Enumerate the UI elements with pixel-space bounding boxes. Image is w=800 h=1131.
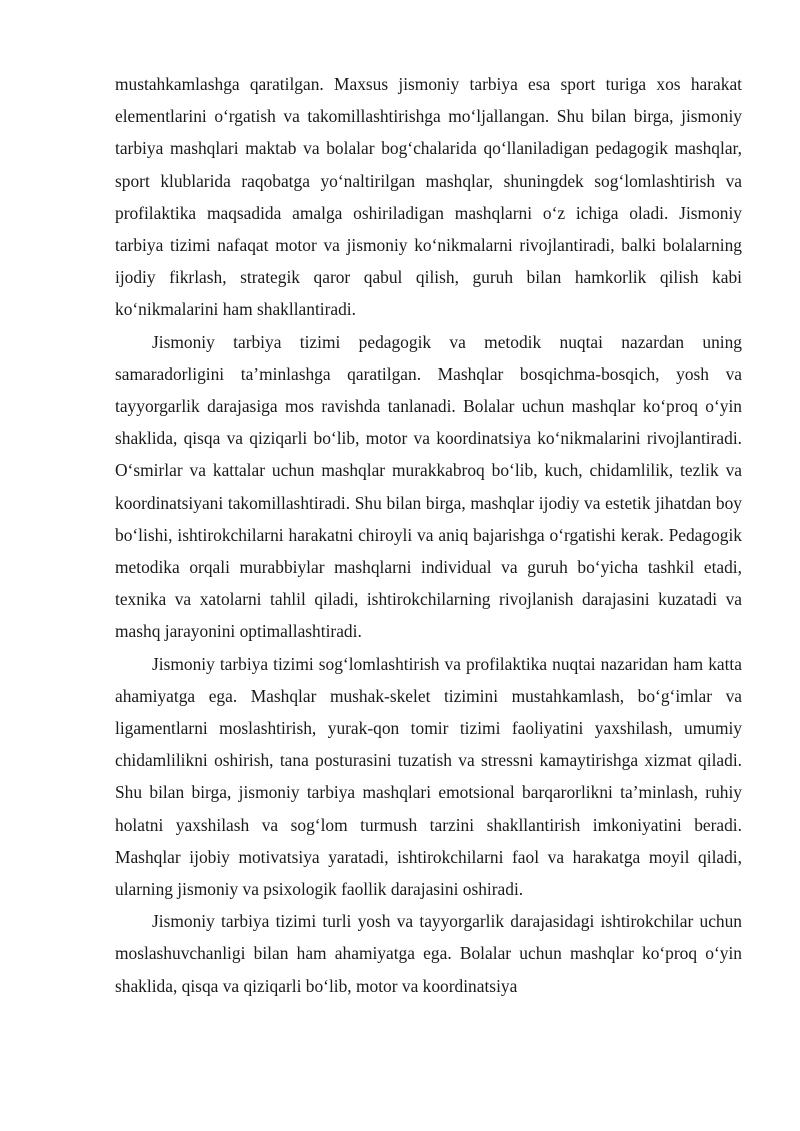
paragraph-3: Jismoniy tarbiya tizimi sog‘lomlashtirish va profilaktika nuqtai nazaridan ham katta ahamiyatga ega. Mashqlar mushak-skelet tizimini mustahkamlash, bo‘g‘imlar va ligamentlarni moslashtirish, yurak-qon tomir tizimi faoliyatini yaxshilash, umumiy chidamlilikni oshirish, tana posturasini tuzatish va stressni kamaytirishga xizmat qiladi. Shu bilan birga, jismoniy tarbiya mashqlari emotsional barqarorlikni ta’minlash, ruhiy holatni yaxshilash va sog‘lom turmush tarzini shakllantirish imkoniyatini beradi. Mashqlar ijobiy motivatsiya yaratadi, ishtirokchilarni faol va harakatga moyil qiladi, ularning jismoniy va psixologik faollik darajasini oshiradi.: [115, 653, 742, 900]
document-page: [115, 68, 742, 1002]
paragraph-1: mustahkamlashga qaratilgan. Maxsus jismoniy tarbiya esa sport turiga xos harakat elementlarini o‘rgatish va takomillashtirishga mo‘ljallangan. Shu bilan birga, jismoniy tarbiya mashqlari maktab va bolalar bog‘chalarida qo‘llaniladigan pedagogik mashqlar, sport klublarida raqobatga yo‘naltirilgan mashqlar, shuningdek sog‘lomlashtirish va profilaktika maqsadida amalga oshiriladigan mashqlarni o‘z ichiga oladi. Jismoniy tarbiya tizimi nafaqat motor va jismoniy ko‘nikmalarni rivojlantiradi, balki bolalarning ijodiy fikrlash, strategik qaror qabul qilish, guruh bilan hamkorlik qilish kabi ko‘nikmalarini ham shakllantiradi.: [115, 74, 742, 320]
paragraph-2: Jismoniy tarbiya tizimi pedagogik va metodik nuqtai nazardan uning samaradorligini ta’minlashga qaratilgan. Mashqlar bosqichma-bosqich, yosh va tayyorgarlik darajasiga mos ravishda tanlanadi. Bolalar uchun mashqlar ko‘proq o‘yin shaklida, qisqa va qiziqarli bo‘lib, motor va koordinatsiya ko‘nikmalarini rivojlantiradi. O‘smirlar va kattalar uchun mashqlar murakkabroq bo‘lib, kuch, chidamlilik, tezlik va koordinatsiyani takomillashtiradi. Shu bilan birga, mashqlar ijodiy va estetik jihatdan boy bo‘lishi, ishtirokchilarni harakatni chiroyli va aniq bajarishga o‘rgatishi kerak. Pedagogik metodika orqali murabbiylar mashqlarni individual va guruh bo‘yicha tashkil etadi, texnika va xatolarni tahlil qiladi, ishtirokchilarning rivojlanish darajasini kuzatadi va mashq jarayonini optimallashtiradi.: [115, 331, 742, 642]
paragraph-4: Jismoniy tarbiya tizimi turli yosh va tayyorgarlik darajasidagi ishtirokchilar uchun moslashuvchanligi bilan ham ahamiyatga ega. Bolalar uchun mashqlar ko‘proq o‘yin shaklida, qisqa va qiziqarli bo‘lib, motor va koordinatsiya: [115, 911, 742, 996]
